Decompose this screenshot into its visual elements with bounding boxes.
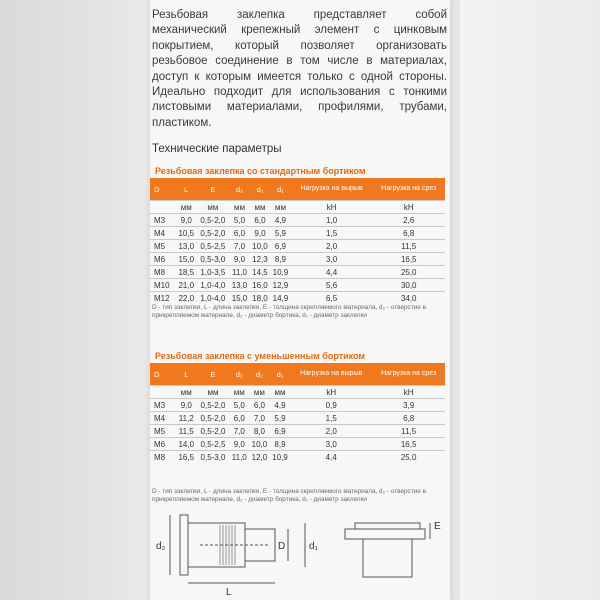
- table2-cell: 4,9: [270, 399, 291, 412]
- installed-plate: [345, 529, 425, 539]
- table1-cell: M5: [150, 240, 176, 253]
- table2-cell: 6,8: [372, 412, 445, 425]
- table1-cell: 7,0: [229, 240, 249, 253]
- table2-units-row: [150, 386, 445, 399]
- table2-cell: 11,5: [372, 425, 445, 438]
- table1-header-D: D: [150, 178, 176, 201]
- table2-header-d1: d₁: [270, 363, 291, 386]
- table1-row-M4: [150, 227, 445, 240]
- table1-cell: 10,9: [270, 266, 290, 279]
- table1-cell: 8,9: [270, 253, 290, 266]
- table1-cell: 0,5-2,0: [196, 214, 229, 227]
- table2-header-E: E: [197, 363, 230, 386]
- table2-cell: 5,0: [229, 399, 249, 412]
- table1-unit-cell: мм: [176, 201, 196, 214]
- table1-units-row: [150, 201, 445, 214]
- label-L: L: [226, 587, 232, 598]
- table2-cell: 6,0: [249, 399, 270, 412]
- table2-cell: 0,5-3,0: [197, 451, 230, 464]
- table1-unit-cell: мм: [250, 201, 270, 214]
- table2-cell: 0,5-2,5: [197, 438, 230, 451]
- table2-cell: M6: [150, 438, 176, 451]
- table2-cell: 16,5: [372, 438, 445, 451]
- table1-cell: M10: [150, 279, 176, 292]
- table1-header-d2: d₂: [229, 178, 249, 201]
- installed-rivet-body: [363, 539, 412, 577]
- table1-cell: 2,6: [372, 214, 445, 227]
- technical-params-title: Технические параметры: [152, 143, 282, 155]
- table2-cell: 5,9: [270, 412, 291, 425]
- table1-row-M8: [150, 266, 445, 279]
- table1-cell: 10,5: [176, 227, 196, 240]
- table1-cell: 16,5: [372, 253, 445, 266]
- table1-cell: 9,0: [229, 253, 249, 266]
- table2-cell: 0,9: [290, 399, 372, 412]
- table1-header-shear: Нагрузка на срез: [372, 178, 445, 201]
- table1-cell: 34,0: [372, 292, 445, 305]
- table2-cell: 6,9: [270, 425, 291, 438]
- table1-cell: M12: [150, 292, 176, 305]
- product-description: Резьбовая заклепка представляет собой механический крепежный элемент с цинковым покрытием, который позволяет организовать резьбовое соединение в том числе в материалах, доступ к которым имеется только с одной стороны. Идеально подходит для использования с тонкими листовыми материалами, профилями, трубами, пластиком.: [152, 9, 447, 129]
- table1-cell: 9,0: [176, 214, 196, 227]
- label-d1: d₁: [309, 541, 318, 552]
- table2-header-D: D: [150, 363, 176, 386]
- table2-title: Резьбовая заклепка с уменьшенным бортиком: [155, 351, 366, 361]
- table2-header-row: [150, 363, 445, 386]
- table1-cell: 4,9: [270, 214, 290, 227]
- table2-cell: 1,5: [290, 412, 372, 425]
- table1-cell: 6,0: [229, 227, 249, 240]
- table1-cell: 6,0: [250, 214, 270, 227]
- table2-cell: M3: [150, 399, 176, 412]
- table1-cell: 25,0: [372, 266, 445, 279]
- table1-header-pull: Нагрузка на вырыв: [291, 178, 373, 201]
- table2-row-M6: [150, 438, 445, 451]
- table1-title: Резьбовая заклепка со стандартным бортиком: [155, 166, 366, 176]
- table2-cell: 10,9: [270, 451, 291, 464]
- rivet-install-view: [345, 523, 430, 577]
- label-D: D: [278, 541, 286, 552]
- table2-note: D - тип заклепки, L - длина заклепки, E - толщина скрепляемого материала, d₂ - отверстие в прикрепляемом материале, d₂ - диаметр бортика, d₁ - диаметр заклепки: [152, 488, 426, 503]
- table2-row-M8: [150, 451, 445, 464]
- table2-cell: 6,0: [229, 412, 249, 425]
- rivet-diagram: [150, 505, 450, 600]
- table1-cell: 13,0: [176, 240, 196, 253]
- table2-row-M4: [150, 412, 445, 425]
- table1-cell: 5,9: [270, 227, 290, 240]
- table1-cell: 14,9: [270, 292, 290, 305]
- table1-cell: 12,9: [270, 279, 290, 292]
- table1-unit-cell: kH: [372, 201, 445, 214]
- table2-cell: 0,5-2,0: [197, 399, 230, 412]
- table2-cell: 9,0: [229, 438, 249, 451]
- table1-cell: 22,0: [176, 292, 196, 305]
- table2-header-d2b: d₂: [249, 363, 270, 386]
- table1-cell: 11,5: [372, 240, 445, 253]
- table1-row-M6: [150, 253, 445, 266]
- table1-cell: M3: [150, 214, 176, 227]
- table2-header-L: L: [176, 363, 197, 386]
- table1-cell: 4,4: [291, 266, 373, 279]
- table1-row-M12: [150, 292, 445, 305]
- table2-cell: 12,0: [249, 451, 270, 464]
- table1-cell: 30,0: [372, 279, 445, 292]
- table2-cell: 14,0: [176, 438, 197, 451]
- table1-cell: 10,0: [250, 240, 270, 253]
- table2-cell: 11,5: [176, 425, 197, 438]
- table2-cell: M4: [150, 412, 176, 425]
- table1-cell: 2,0: [291, 240, 373, 253]
- table1-cell: 9,0: [250, 227, 270, 240]
- rivet-flange: [180, 515, 188, 575]
- table1-cell: 0,5-2,5: [196, 240, 229, 253]
- table1-cell: 1,0-3,5: [196, 266, 229, 279]
- installed-rivet-flange: [355, 523, 420, 529]
- table2-cell: 8,9: [270, 438, 291, 451]
- table1-header-L: L: [176, 178, 196, 201]
- table2-unit-cell: kH: [372, 386, 445, 399]
- table2-unit-cell: мм: [249, 386, 270, 399]
- table2-cell: 4,4: [290, 451, 372, 464]
- label-d2: d₂: [156, 541, 166, 552]
- table2-cell: 16,5: [176, 451, 197, 464]
- table1-cell: 5,0: [229, 214, 249, 227]
- table1-cell: 15,0: [229, 292, 249, 305]
- table1-row-M3: [150, 214, 445, 227]
- table1-cell: 21,0: [176, 279, 196, 292]
- table1-row-M5: [150, 240, 445, 253]
- table2-cell: 0,5-2,0: [197, 412, 230, 425]
- table2-cell: M5: [150, 425, 176, 438]
- table1-cell: 1,0: [291, 214, 373, 227]
- table1-unit-cell: мм: [270, 201, 290, 214]
- table1-row-M10: [150, 279, 445, 292]
- table1-header-d1a: d₁: [250, 178, 270, 201]
- table1-cell: 1,0-4,0: [196, 279, 229, 292]
- table2-header-d2a: d₂: [229, 363, 249, 386]
- table2-cell: 3,9: [372, 399, 445, 412]
- table1-cell: 11,0: [229, 266, 249, 279]
- table2-unit-cell: [150, 386, 176, 399]
- table1-cell: 6,9: [270, 240, 290, 253]
- table1-unit-cell: мм: [196, 201, 229, 214]
- table1-cell: 1,0-4,0: [196, 292, 229, 305]
- background-right-orange-pattern: [460, 0, 600, 600]
- background-left: [0, 0, 150, 600]
- table1-cell: 6,8: [372, 227, 445, 240]
- table1-cell: 12,3: [250, 253, 270, 266]
- table1-cell: M4: [150, 227, 176, 240]
- table2-specs: [150, 363, 445, 463]
- table1-cell: 3,0: [291, 253, 373, 266]
- table1-cell: 1,5: [291, 227, 373, 240]
- table2-cell: 11,2: [176, 412, 197, 425]
- table1-cell: 18,0: [250, 292, 270, 305]
- table1-header-d1b: d₁: [270, 178, 290, 201]
- table2-cell: 11,0: [229, 451, 249, 464]
- table1-cell: 5,6: [291, 279, 373, 292]
- table2-unit-cell: мм: [229, 386, 249, 399]
- table1-cell: 16,0: [250, 279, 270, 292]
- table2-unit-cell: мм: [176, 386, 197, 399]
- table2-body: [150, 386, 445, 464]
- table2-cell: 3,0: [290, 438, 372, 451]
- table2-row-M3: [150, 399, 445, 412]
- table1-cell: 14,5: [250, 266, 270, 279]
- table1-cell: 15,0: [176, 253, 196, 266]
- table2-cell: 7,0: [249, 412, 270, 425]
- table2-header-shear: Нагрузка на срез: [372, 363, 445, 386]
- table2-cell: M8: [150, 451, 176, 464]
- table1-unit-cell: мм: [229, 201, 249, 214]
- table2-header-pull: Нагрузка на вырыв: [290, 363, 372, 386]
- table2-cell: 9,0: [176, 399, 197, 412]
- table2-cell: 7,0: [229, 425, 249, 438]
- table2-cell: 2,0: [290, 425, 372, 438]
- table1-cell: 13,0: [229, 279, 249, 292]
- label-E: E: [434, 521, 441, 532]
- table1-cell: 6,5: [291, 292, 373, 305]
- table2-cell: 10,0: [249, 438, 270, 451]
- table1-unit-cell: [150, 201, 176, 214]
- table2-row-M5: [150, 425, 445, 438]
- table1-header-E: E: [196, 178, 229, 201]
- table1-unit-cell: kH: [291, 201, 373, 214]
- table1-note: D - тип заклепки, L - длина заклепки, E - толщина скрепляемого материала, d₂ - отверстие в прикрепляемом материале, d₂ - диаметр бортика, d₁ - диаметр заклепки: [152, 304, 426, 319]
- table1-header-row: [150, 178, 445, 201]
- table1-cell: 0,5-3,0: [196, 253, 229, 266]
- table1-cell: 18,5: [176, 266, 196, 279]
- table2-cell: 8,0: [249, 425, 270, 438]
- table1-cell: M8: [150, 266, 176, 279]
- table1-cell: 0,5-2,0: [196, 227, 229, 240]
- table2-unit-cell: kH: [290, 386, 372, 399]
- table2-cell: 0,5-2,0: [197, 425, 230, 438]
- table2-cell: 25,0: [372, 451, 445, 464]
- table2-unit-cell: мм: [270, 386, 291, 399]
- table1-body: [150, 201, 445, 305]
- table1-cell: M6: [150, 253, 176, 266]
- table2-unit-cell: мм: [197, 386, 230, 399]
- table1-specs: [150, 178, 445, 304]
